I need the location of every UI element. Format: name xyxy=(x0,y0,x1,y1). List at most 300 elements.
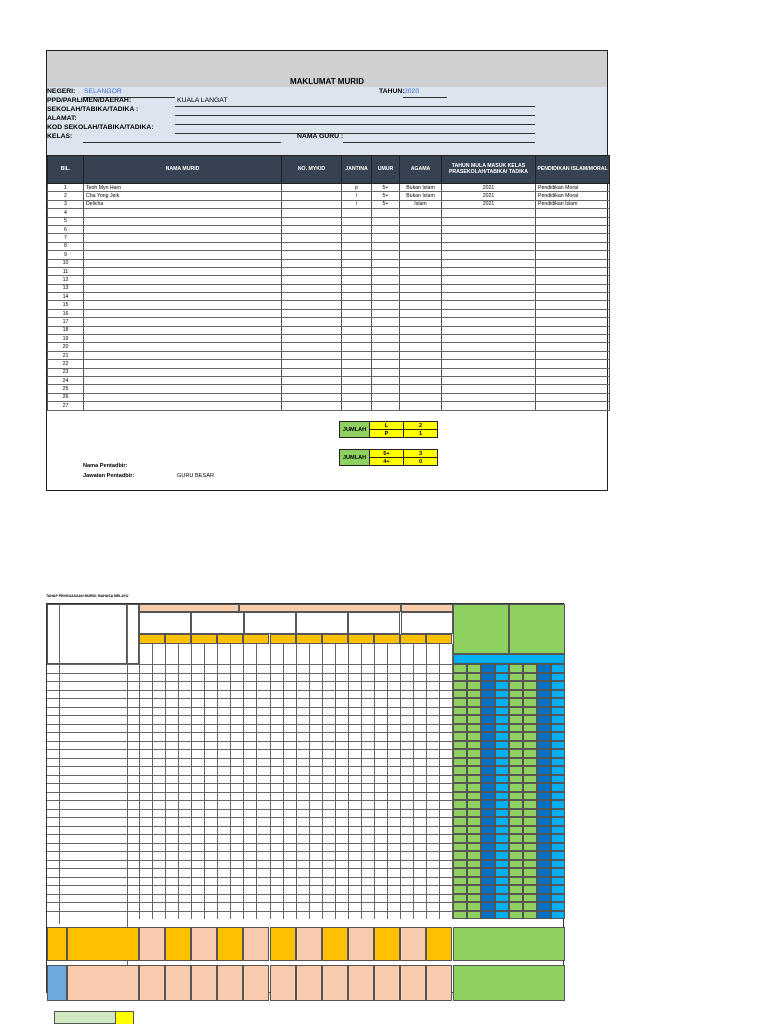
group-header xyxy=(401,604,453,612)
summary-block xyxy=(67,927,139,961)
cell-jantina[interactable] xyxy=(342,326,372,334)
summary-cell xyxy=(509,690,523,699)
sub-header xyxy=(348,612,400,634)
cell-nama[interactable] xyxy=(84,402,282,410)
cell-tahun[interactable] xyxy=(442,368,536,376)
cell-agama[interactable]: Islam xyxy=(400,200,442,208)
cell-jantina[interactable] xyxy=(342,234,372,242)
cell-nama[interactable] xyxy=(84,234,282,242)
cell-bil[interactable]: 9 xyxy=(48,251,84,259)
cell-tahun[interactable] xyxy=(442,301,536,309)
cell-mykid[interactable] xyxy=(282,284,342,292)
summary-cell xyxy=(537,715,551,724)
summary-block xyxy=(400,965,426,1001)
summary-cell xyxy=(509,877,523,886)
cell-tahun[interactable] xyxy=(442,276,536,284)
summary-block xyxy=(453,965,565,1001)
cell-umur[interactable] xyxy=(372,209,400,217)
summary-cell xyxy=(537,732,551,741)
summary-cell xyxy=(467,766,481,775)
summary-cell xyxy=(551,732,565,741)
cell-mykid[interactable] xyxy=(282,184,342,192)
cell-umur[interactable] xyxy=(372,276,400,284)
cell-agama[interactable] xyxy=(400,318,442,326)
cell-mykid[interactable] xyxy=(282,242,342,250)
cell-agama[interactable] xyxy=(400,217,442,225)
cell-pendidikan[interactable] xyxy=(536,225,610,233)
summary-cell xyxy=(523,783,537,792)
summary-cell xyxy=(509,673,523,682)
tahun-value[interactable]: 2020 xyxy=(404,88,420,95)
cell-agama[interactable] xyxy=(400,242,442,250)
cell-bil[interactable]: 7 xyxy=(48,234,84,242)
cell-pendidikan[interactable] xyxy=(536,360,610,368)
summary-cell xyxy=(453,826,467,835)
cell-bil[interactable]: 26 xyxy=(48,393,84,401)
cell-agama[interactable] xyxy=(400,385,442,393)
cell-agama[interactable] xyxy=(400,259,442,267)
cell-nama[interactable] xyxy=(84,267,282,275)
cell-pendidikan[interactable] xyxy=(536,209,610,217)
cell-tahun[interactable] xyxy=(442,335,536,343)
cell-pendidikan[interactable] xyxy=(536,326,610,334)
cell-jantina[interactable] xyxy=(342,402,372,410)
summary-cell xyxy=(481,715,495,724)
cell-pendidikan[interactable] xyxy=(536,393,610,401)
summary-cell xyxy=(467,707,481,716)
gender-count: 2 xyxy=(404,422,438,430)
cell-agama[interactable] xyxy=(400,335,442,343)
cell-bil[interactable]: 25 xyxy=(48,385,84,393)
cell-mykid[interactable] xyxy=(282,309,342,317)
cell-jantina[interactable] xyxy=(342,351,372,359)
cell-nama[interactable] xyxy=(84,301,282,309)
cell-mykid[interactable] xyxy=(282,192,342,200)
cell-bil[interactable]: 4 xyxy=(48,209,84,217)
cell-mykid[interactable] xyxy=(282,402,342,410)
cell-umur[interactable] xyxy=(372,309,400,317)
cell-bil[interactable]: 15 xyxy=(48,301,84,309)
cell-agama[interactable] xyxy=(400,284,442,292)
cell-nama[interactable] xyxy=(84,368,282,376)
tp-header xyxy=(139,634,165,644)
cell-jantina[interactable] xyxy=(342,318,372,326)
cell-tahun[interactable] xyxy=(442,209,536,217)
cell-mykid[interactable] xyxy=(282,318,342,326)
cell-tahun[interactable] xyxy=(442,242,536,250)
cell-nama[interactable] xyxy=(84,225,282,233)
cell-agama[interactable] xyxy=(400,276,442,284)
cell-nama[interactable]: Teoh Myn Harn xyxy=(84,184,282,192)
cell-pendidikan[interactable] xyxy=(536,276,610,284)
cell-nama[interactable]: Cha Yong Jeik xyxy=(84,192,282,200)
cell-nama[interactable] xyxy=(84,385,282,393)
summary-block xyxy=(217,927,243,961)
summary-cell xyxy=(523,834,537,843)
cell-jantina[interactable] xyxy=(342,259,372,267)
summary-cell xyxy=(467,775,481,784)
cell-pendidikan[interactable] xyxy=(536,368,610,376)
cell-agama[interactable] xyxy=(400,351,442,359)
cell-bil[interactable]: 24 xyxy=(48,376,84,384)
summary-cell xyxy=(467,732,481,741)
cell-nama[interactable] xyxy=(84,343,282,351)
cell-umur[interactable] xyxy=(372,385,400,393)
cell-pendidikan[interactable] xyxy=(536,343,610,351)
table-row xyxy=(48,309,610,317)
summary-cell xyxy=(551,792,565,801)
cell-tahun[interactable] xyxy=(442,309,536,317)
cell-pendidikan[interactable] xyxy=(536,284,610,292)
cell-jantina[interactable] xyxy=(342,209,372,217)
cell-tahun[interactable] xyxy=(442,351,536,359)
cell-tahun[interactable] xyxy=(442,225,536,233)
cell-nama[interactable] xyxy=(84,318,282,326)
cell-agama[interactable] xyxy=(400,393,442,401)
summary-cell xyxy=(481,809,495,818)
cell-mykid[interactable] xyxy=(282,234,342,242)
cell-mykid[interactable] xyxy=(282,360,342,368)
cell-tahun[interactable] xyxy=(442,393,536,401)
summary-cell xyxy=(523,766,537,775)
cell-agama[interactable] xyxy=(400,234,442,242)
cell-jantina[interactable] xyxy=(342,225,372,233)
summary-cell xyxy=(481,673,495,682)
cell-bil[interactable]: 6 xyxy=(48,225,84,233)
cell-umur[interactable] xyxy=(372,335,400,343)
sub-header xyxy=(296,612,348,634)
cell-mykid[interactable] xyxy=(282,267,342,275)
cell-pendidikan[interactable] xyxy=(536,251,610,259)
cell-bil[interactable]: 17 xyxy=(48,318,84,326)
cell-jantina[interactable] xyxy=(342,251,372,259)
summary-cell xyxy=(551,673,565,682)
cell-bil[interactable]: 13 xyxy=(48,284,84,292)
cell-tahun[interactable] xyxy=(442,343,536,351)
cell-agama[interactable] xyxy=(400,251,442,259)
alamat-label: ALAMAT: xyxy=(47,115,77,122)
cell-umur[interactable] xyxy=(372,217,400,225)
cell-jantina[interactable] xyxy=(342,217,372,225)
summary-block xyxy=(243,965,269,1001)
cell-agama[interactable] xyxy=(400,293,442,301)
cell-pendidikan[interactable]: Pendidikan Islam xyxy=(536,200,610,208)
cell-tahun[interactable] xyxy=(442,267,536,275)
cell-tahun[interactable] xyxy=(442,376,536,384)
cell-mykid[interactable] xyxy=(282,326,342,334)
cell-umur[interactable] xyxy=(372,293,400,301)
cell-pendidikan[interactable]: Pendidikan Moral xyxy=(536,192,610,200)
cell-agama[interactable] xyxy=(400,360,442,368)
summary-cell xyxy=(467,902,481,911)
cell-jantina[interactable]: p xyxy=(342,184,372,192)
cell-nama[interactable] xyxy=(84,217,282,225)
cell-agama[interactable] xyxy=(400,402,442,410)
cell-nama[interactable] xyxy=(84,293,282,301)
ppd-value[interactable]: KUALA LANGAT xyxy=(177,97,228,104)
cell-jantina[interactable]: l xyxy=(342,192,372,200)
cell-umur[interactable] xyxy=(372,368,400,376)
summary-cell xyxy=(551,800,565,809)
cell-umur[interactable]: 5+ xyxy=(372,192,400,200)
cell-bil[interactable]: 16 xyxy=(48,309,84,317)
cell-bil[interactable]: 19 xyxy=(48,335,84,343)
cell-umur[interactable] xyxy=(372,318,400,326)
cell-pendidikan[interactable] xyxy=(536,309,610,317)
cell-nama[interactable] xyxy=(84,326,282,334)
summary-cell xyxy=(537,860,551,869)
cell-umur[interactable] xyxy=(372,242,400,250)
summary-cell xyxy=(467,783,481,792)
cell-tahun[interactable] xyxy=(442,385,536,393)
cell-pendidikan[interactable] xyxy=(536,267,610,275)
cell-nama[interactable] xyxy=(84,393,282,401)
summary-cell xyxy=(537,792,551,801)
cell-bil[interactable]: 22 xyxy=(48,360,84,368)
cell-pendidikan[interactable] xyxy=(536,242,610,250)
cell-pendidikan[interactable] xyxy=(536,259,610,267)
cell-tahun[interactable] xyxy=(442,402,536,410)
summary-cell xyxy=(495,690,509,699)
summary-cell xyxy=(481,885,495,894)
cell-mykid[interactable] xyxy=(282,368,342,376)
cell-nama[interactable] xyxy=(84,335,282,343)
cell-bil[interactable]: 20 xyxy=(48,343,84,351)
cell-tahun[interactable]: 2021 xyxy=(442,200,536,208)
cell-pendidikan[interactable] xyxy=(536,402,610,410)
summary-cell xyxy=(467,741,481,750)
summary-block xyxy=(67,965,139,1001)
summary-cell xyxy=(523,673,537,682)
summary-cell xyxy=(453,885,467,894)
cell-bil[interactable]: 3 xyxy=(48,200,84,208)
cell-mykid[interactable] xyxy=(282,259,342,267)
cell-umur[interactable]: 5+ xyxy=(372,184,400,192)
cell-agama[interactable] xyxy=(400,267,442,275)
cell-pendidikan[interactable] xyxy=(536,234,610,242)
summary-cell xyxy=(537,817,551,826)
summary-cell xyxy=(537,911,551,920)
summary-cell xyxy=(551,690,565,699)
summary-cell xyxy=(551,698,565,707)
summary-cell xyxy=(537,826,551,835)
cell-umur[interactable] xyxy=(372,326,400,334)
cell-agama[interactable] xyxy=(400,309,442,317)
cell-tahun[interactable] xyxy=(442,284,536,292)
cell-nama[interactable] xyxy=(84,309,282,317)
summary-block xyxy=(374,965,400,1001)
table-row xyxy=(48,234,610,242)
cell-agama[interactable] xyxy=(400,368,442,376)
table-row xyxy=(48,267,610,275)
cell-nama[interactable] xyxy=(84,360,282,368)
cell-agama[interactable] xyxy=(400,301,442,309)
cell-agama[interactable] xyxy=(400,376,442,384)
cell-mykid[interactable] xyxy=(282,393,342,401)
cell-mykid[interactable] xyxy=(282,276,342,284)
cell-tahun[interactable] xyxy=(442,217,536,225)
summary-cell xyxy=(495,894,509,903)
cell-umur[interactable] xyxy=(372,267,400,275)
cell-umur[interactable] xyxy=(372,393,400,401)
cell-pendidikan[interactable] xyxy=(536,376,610,384)
cell-nama[interactable] xyxy=(84,276,282,284)
cell-pendidikan[interactable] xyxy=(536,301,610,309)
cell-mykid[interactable] xyxy=(282,301,342,309)
summary-cell xyxy=(509,860,523,869)
cell-agama[interactable] xyxy=(400,326,442,334)
summary-cell xyxy=(453,775,467,784)
summary-cell xyxy=(537,681,551,690)
summary-cell xyxy=(509,894,523,903)
cell-jantina[interactable] xyxy=(342,242,372,250)
summary-cell xyxy=(523,800,537,809)
cell-tahun[interactable] xyxy=(442,234,536,242)
cell-tahun[interactable] xyxy=(442,360,536,368)
cell-agama[interactable]: Bukan Islam xyxy=(400,184,442,192)
cell-umur[interactable] xyxy=(372,259,400,267)
tp-header xyxy=(191,634,217,644)
summary-block xyxy=(374,927,400,961)
cell-mykid[interactable] xyxy=(282,343,342,351)
cell-tahun[interactable] xyxy=(442,251,536,259)
cell-bil[interactable]: 2 xyxy=(48,192,84,200)
cell-umur[interactable] xyxy=(372,225,400,233)
cell-jantina[interactable] xyxy=(342,276,372,284)
summary-sub-header xyxy=(453,654,565,664)
cell-tahun[interactable]: 2021 xyxy=(442,192,536,200)
summary-cell xyxy=(523,885,537,894)
cell-agama[interactable] xyxy=(400,209,442,217)
cell-umur[interactable] xyxy=(372,351,400,359)
table-row xyxy=(48,284,610,292)
cell-agama[interactable] xyxy=(400,343,442,351)
cell-jantina[interactable] xyxy=(342,360,372,368)
cell-nama[interactable] xyxy=(84,251,282,259)
cell-tahun[interactable]: 2021 xyxy=(442,184,536,192)
cell-bil[interactable]: 12 xyxy=(48,276,84,284)
summary-cell xyxy=(537,902,551,911)
cell-umur[interactable] xyxy=(372,251,400,259)
cell-mykid[interactable] xyxy=(282,225,342,233)
summary-cell xyxy=(481,826,495,835)
cell-pendidikan[interactable] xyxy=(536,318,610,326)
cell-jantina[interactable] xyxy=(342,284,372,292)
cell-bil[interactable]: 21 xyxy=(48,351,84,359)
age-count: 0 xyxy=(404,458,438,466)
cell-bil[interactable]: 5 xyxy=(48,217,84,225)
cell-umur[interactable] xyxy=(372,284,400,292)
cell-jantina[interactable] xyxy=(342,343,372,351)
cell-nama[interactable] xyxy=(84,284,282,292)
cell-agama[interactable]: Bukan Islam xyxy=(400,192,442,200)
cell-pendidikan[interactable] xyxy=(536,335,610,343)
sub-header xyxy=(244,612,296,634)
cell-pendidikan[interactable] xyxy=(536,351,610,359)
cell-jantina[interactable] xyxy=(342,376,372,384)
cell-umur[interactable] xyxy=(372,301,400,309)
summary-cell xyxy=(509,809,523,818)
tp-header xyxy=(348,634,374,644)
cell-bil[interactable]: 14 xyxy=(48,293,84,301)
cell-jantina[interactable]: l xyxy=(342,200,372,208)
summary-cell xyxy=(467,817,481,826)
summary-block-label xyxy=(47,965,67,1001)
cell-jantina[interactable] xyxy=(342,393,372,401)
cell-jantina[interactable] xyxy=(342,385,372,393)
cell-bil[interactable]: 10 xyxy=(48,259,84,267)
cell-mykid[interactable] xyxy=(282,217,342,225)
cell-bil[interactable]: 27 xyxy=(48,402,84,410)
cell-umur[interactable] xyxy=(372,343,400,351)
cell-mykid[interactable] xyxy=(282,293,342,301)
cell-bil[interactable]: 23 xyxy=(48,368,84,376)
group-header xyxy=(139,604,239,612)
negeri-value[interactable]: SELANGOR xyxy=(84,88,122,95)
tahap-penguasaan-grid xyxy=(46,603,564,993)
cell-mykid[interactable] xyxy=(282,351,342,359)
cell-mykid[interactable] xyxy=(282,251,342,259)
summary-cell xyxy=(551,834,565,843)
cell-tahun[interactable] xyxy=(442,293,536,301)
cell-umur[interactable] xyxy=(372,360,400,368)
cell-bil[interactable]: 18 xyxy=(48,326,84,334)
cell-jantina[interactable] xyxy=(342,368,372,376)
cell-mykid[interactable] xyxy=(282,376,342,384)
cell-pendidikan[interactable] xyxy=(536,385,610,393)
cell-agama[interactable] xyxy=(400,225,442,233)
cell-jantina[interactable] xyxy=(342,293,372,301)
summary-cell xyxy=(495,826,509,835)
cell-jantina[interactable] xyxy=(342,309,372,317)
tahap-penguasaan-sheet xyxy=(46,594,564,994)
cell-bil[interactable]: 8 xyxy=(48,242,84,250)
cell-nama[interactable] xyxy=(84,376,282,384)
summary-cell xyxy=(551,715,565,724)
cell-tahun[interactable] xyxy=(442,259,536,267)
cell-pendidikan[interactable] xyxy=(536,293,610,301)
cell-umur[interactable] xyxy=(372,402,400,410)
cell-bil[interactable]: 1 xyxy=(48,184,84,192)
cell-tahun[interactable] xyxy=(442,318,536,326)
table-row xyxy=(48,276,610,284)
cell-mykid[interactable] xyxy=(282,200,342,208)
cell-nama[interactable] xyxy=(84,209,282,217)
cell-nama[interactable] xyxy=(84,259,282,267)
summary-cell xyxy=(523,851,537,860)
jawatan-pentadbir-value[interactable]: GURU BESAR xyxy=(177,473,214,479)
cell-umur[interactable] xyxy=(372,234,400,242)
cell-jantina[interactable] xyxy=(342,335,372,343)
cell-nama[interactable] xyxy=(84,242,282,250)
cell-mykid[interactable] xyxy=(282,335,342,343)
cell-pendidikan[interactable] xyxy=(536,217,610,225)
cell-nama[interactable]: Delicha xyxy=(84,200,282,208)
cell-nama[interactable] xyxy=(84,351,282,359)
col-mykid: NO. MYKID xyxy=(282,156,342,184)
sub-header xyxy=(401,612,453,634)
cell-tahun[interactable] xyxy=(442,326,536,334)
cell-jantina[interactable] xyxy=(342,267,372,275)
cell-mykid[interactable] xyxy=(282,209,342,217)
cell-mykid[interactable] xyxy=(282,385,342,393)
cell-pendidikan[interactable]: Pendidikan Moral xyxy=(536,184,610,192)
cell-umur[interactable] xyxy=(372,376,400,384)
summary-cell xyxy=(551,868,565,877)
cell-jantina[interactable] xyxy=(342,301,372,309)
cell-bil[interactable]: 11 xyxy=(48,267,84,275)
cell-umur[interactable]: 5+ xyxy=(372,200,400,208)
